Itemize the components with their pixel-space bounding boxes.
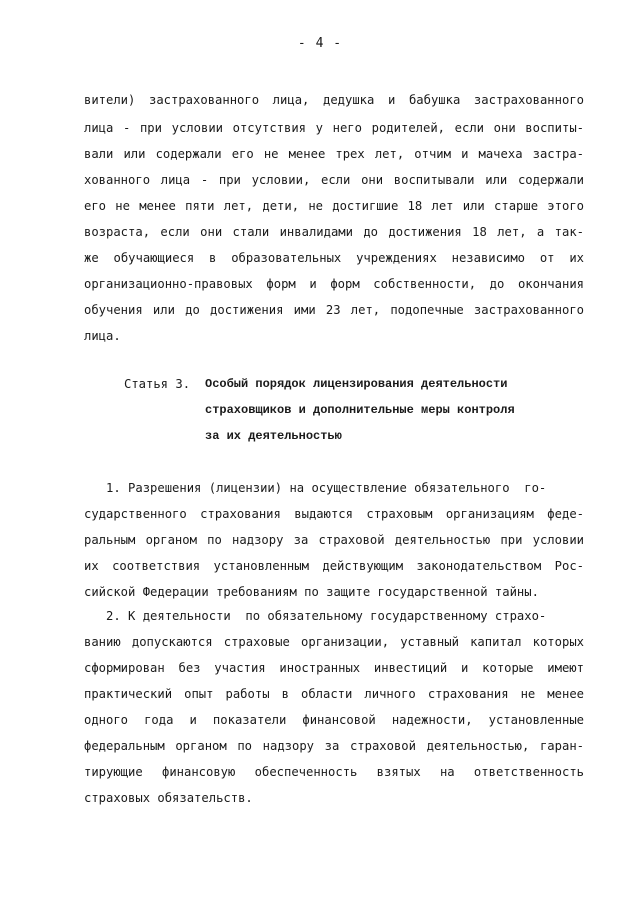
text-line: 1. Разрешения (лицензии) на осуществление обязательного го- xyxy=(84,481,547,495)
text-line: вители) застрахованного лица, дедушка и бабушка застрахованного xyxy=(84,93,584,107)
text-line: хованного лица - при условии, если они воспитывали или содержали xyxy=(84,173,584,187)
article-title-line: за их деятельностью xyxy=(205,429,342,443)
text-line: 2. К деятельности по обязательному государственному страхо- xyxy=(84,609,547,623)
text-line: страховых обязательств. xyxy=(84,791,253,805)
text-line: ванию допускаются страховые организации, уставный капитал которых xyxy=(84,635,584,649)
text-line: же обучающиеся в образовательных учреждениях независимо от их xyxy=(84,251,584,265)
text-line: федеральным органом по надзору за страховой деятельностью, гаран- xyxy=(84,739,584,753)
text-line: организационно-правовых форм и форм собственности, до окончания xyxy=(84,277,584,291)
text-line: ральным органом по надзору за страховой деятельностью при условии xyxy=(84,533,584,547)
text-line: сийской Федерации требованиям по защите государственной тайны. xyxy=(84,585,539,599)
article-title-line: страховщиков и дополнительные меры контроля xyxy=(205,403,515,417)
text-line: одного года и показатели финансовой надежности, установленные xyxy=(84,713,584,727)
text-line: сударственного страхования выдаются страховым организациям феде- xyxy=(84,507,584,521)
article-title-line: Особый порядок лицензирования деятельности xyxy=(205,377,508,391)
text-line: лица - при условии отсутствия у него родителей, если они воспиты- xyxy=(84,121,584,135)
text-line: сформирован без участия иностранных инвестиций и которые имеют xyxy=(84,661,584,675)
page-number: - 4 - xyxy=(297,36,343,51)
text-line: его не менее пяти лет, дети, не достигшие 18 лет или старше этого xyxy=(84,199,584,213)
text-line: лица. xyxy=(84,329,121,343)
article-label: Статья 3. xyxy=(124,377,191,391)
text-line: тирующие финансовую обеспеченность взятых на ответственность xyxy=(84,765,584,779)
text-line: практический опыт работы в области личного страхования не менее xyxy=(84,687,584,701)
text-line: вали или содержали его не менее трех лет, отчим и мачеха застра- xyxy=(84,147,584,161)
text-line: возраста, если они стали инвалидами до достижения 18 лет, а так- xyxy=(84,225,584,239)
text-line: их соответствия установленным действующим законодательством Рос- xyxy=(84,559,584,573)
text-line: обучения или до достижения ими 23 лет, подопечные застрахованного xyxy=(84,303,584,317)
